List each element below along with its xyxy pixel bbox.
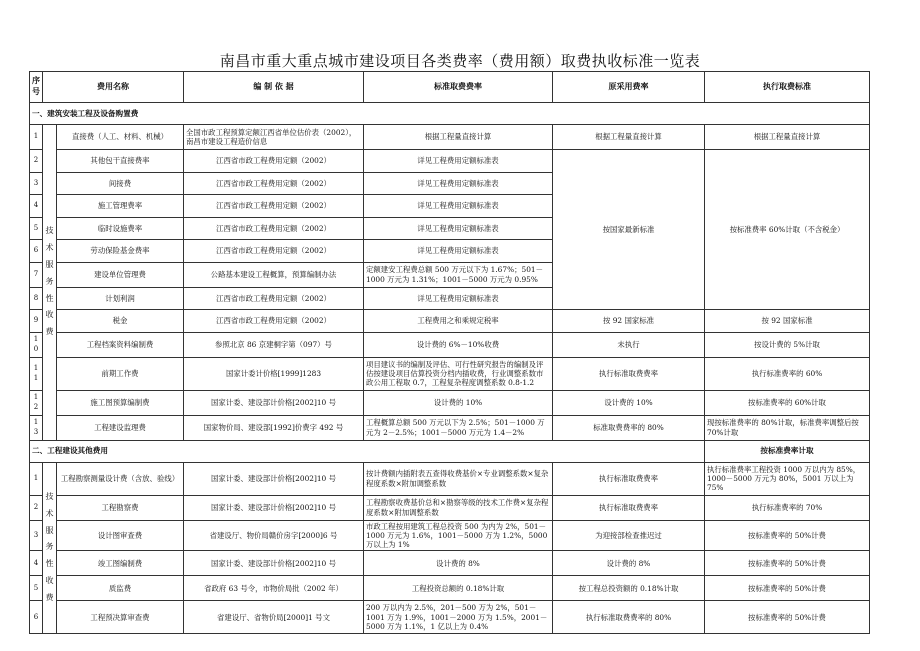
row-basis: 参照北京 86 京建桐字第（097）号 <box>184 332 364 357</box>
row-name: 施工管理费率 <box>57 195 184 218</box>
row-name: 间接费 <box>57 172 184 195</box>
row-executed: 按标准费率的 50%计费 <box>705 576 870 601</box>
row-seq: 4 <box>30 551 43 576</box>
row-executed: 按设计费的 5%计取 <box>705 332 870 357</box>
row-basis: 国家计委、建设部计价格[2002]10 号 <box>184 551 364 576</box>
row-original: 设计费的 8% <box>553 551 705 576</box>
row-original: 按 92 国家标准 <box>553 310 705 333</box>
row-original: 设计费的 10% <box>553 390 705 415</box>
row-executed: 根据工程量直接计算 <box>705 125 870 150</box>
row-original: 标准取费费率的 80% <box>553 415 705 440</box>
row-standard: 详见工程费用定额标准表 <box>364 240 553 263</box>
row-standard: 详见工程费用定额标准表 <box>364 287 553 310</box>
table-row <box>30 601 870 634</box>
row-standard: 定额建安工程费总额 500 万元以下为 1.67%；501－1000 万元为 1.31%；1001－5000 万元为 0.95% <box>364 262 553 287</box>
row-executed: 按标准费率的 50%计费 <box>705 601 870 634</box>
row-name: 工程预决算审查费 <box>57 601 184 634</box>
row-seq: 3 <box>30 520 43 551</box>
row-seq: 13 <box>30 415 43 440</box>
row-executed: 执行标准费率工程投资 1000 万以内为 85%，1000－5000 万元为 80%，5001 万以上为 75% <box>705 462 870 495</box>
row-basis: 公路基本建设工程概算，预算编制办法 <box>184 262 364 287</box>
row-basis: 省政府 63 号令，市物价局批（2002 年） <box>184 576 364 601</box>
header-name: 费用名称 <box>43 72 184 103</box>
row-original: 执行标准取费费率 <box>553 495 705 520</box>
table-row <box>30 310 870 333</box>
row-original: 执行标准取费费率的 80% <box>553 601 705 634</box>
row-basis: 江西省市政工程费用定额（2002） <box>184 287 364 310</box>
row-standard: 详见工程费用定额标准表 <box>364 172 553 195</box>
header-original: 原采用费率 <box>553 72 705 103</box>
table-row <box>30 495 870 520</box>
row-seq: 1 <box>30 462 43 495</box>
row-seq: 2 <box>30 495 43 520</box>
table-row <box>30 332 870 357</box>
row-standard: 详见工程费用定额标准表 <box>364 195 553 218</box>
row-basis: 省建设厅、物价局赣价房字[2000]6 号 <box>184 520 364 551</box>
row-basis: 国家计委、建设部计价格[2002]10 号 <box>184 462 364 495</box>
row-seq: 12 <box>30 390 43 415</box>
header-basis: 编 制 依 据 <box>184 72 364 103</box>
row-standard: 工程勘察收费基价总和×勘察等级的技术工作费×复杂程度系数×附加调整系数 <box>364 495 553 520</box>
row-executed: 按标准费率的 60%计取 <box>705 390 870 415</box>
row-name: 税金 <box>57 310 184 333</box>
row-basis: 国家计委计价格[1999]1283 <box>184 357 364 390</box>
header-seq: 序号 <box>30 72 43 103</box>
row-seq: 7 <box>30 262 43 287</box>
row-basis: 江西省市政工程费用定额（2002） <box>184 150 364 173</box>
row-name: 直接费（人工、材料、机械） <box>57 125 184 150</box>
row-basis: 国家计委、建设部计价格[2002]10 号 <box>184 390 364 415</box>
row-seq: 8 <box>30 287 43 310</box>
row-name: 工程勘察测量设计费（含放、验线） <box>57 462 184 495</box>
row-name: 计划利润 <box>57 287 184 310</box>
row-seq: 5 <box>30 217 43 240</box>
row-seq: 10 <box>30 332 43 357</box>
table-header-row <box>30 72 870 103</box>
row-standard: 设计费的 10% <box>364 390 553 415</box>
row-original: 执行标准取费费率 <box>553 462 705 495</box>
row-seq: 6 <box>30 240 43 263</box>
row-standard: 按计费额内插附表五查得收费基价×专业调整系数×复杂程度系数×附加调整系数 <box>364 462 553 495</box>
table-row <box>30 357 870 390</box>
row-standard: 市政工程按用建筑工程总投资 500 为内为 2%，501－1000 万元为 1.6%，1001－5000 万为 1.2%，5000 万以上为 1% <box>364 520 553 551</box>
row-original: 执行标准取费费率 <box>553 357 705 390</box>
row-basis: 国家计委、建设部计价格[2002]10 号 <box>184 495 364 520</box>
fee-table <box>29 71 870 634</box>
merged-executed: 按标准费率 60%计取（不含税金） <box>705 150 870 310</box>
section-row <box>30 440 870 462</box>
row-executed: 按标准费率的 50%计费 <box>705 520 870 551</box>
page-title: 南昌市重大重点城市建设项目各类费率（费用额）取费执收标准一览表 <box>219 52 701 70</box>
section-row <box>30 103 870 125</box>
row-standard: 工程概算总额 500 万元以下为 2.5%；501－1000 万元为 2－2.5%；1001－5000 万元为 1.4－2% <box>364 415 553 440</box>
row-name: 质监费 <box>57 576 184 601</box>
row-executed: 按标准费率的 50%计费 <box>705 551 870 576</box>
row-seq: 11 <box>30 357 43 390</box>
row-name: 建设单位管理费 <box>57 262 184 287</box>
row-standard: 根据工程量直接计算 <box>364 125 553 150</box>
row-seq: 3 <box>30 172 43 195</box>
row-seq: 9 <box>30 310 43 333</box>
section-title: 一、建筑安装工程及设备购置费 <box>30 103 870 125</box>
row-standard: 详见工程费用定额标准表 <box>364 217 553 240</box>
row-executed: 按 92 国家标准 <box>705 310 870 333</box>
row-name: 临时设施费率 <box>57 217 184 240</box>
row-name: 其他包干直接费率 <box>57 150 184 173</box>
row-basis: 全国市政工程预算定额江西省单位估价表（2002），南昌市建设工程造价信息 <box>184 125 364 150</box>
row-standard: 设计费的 8% <box>364 551 553 576</box>
table-row <box>30 150 870 173</box>
table-row <box>30 125 870 150</box>
row-name: 工程档案资料编制费 <box>57 332 184 357</box>
section-exec-header: 按标准费率计取 <box>705 440 870 462</box>
table-row <box>30 576 870 601</box>
table-row <box>30 415 870 440</box>
row-basis: 江西省市政工程费用定额（2002） <box>184 240 364 263</box>
row-basis: 江西省市政工程费用定额（2002） <box>184 310 364 333</box>
row-name: 工程建设监理费 <box>57 415 184 440</box>
row-name: 竣工图编制费 <box>57 551 184 576</box>
row-seq: 6 <box>30 601 43 634</box>
header-standard: 标准取费费率 <box>364 72 553 103</box>
row-standard: 工程费用之和乘规定税率 <box>364 310 553 333</box>
row-standard: 详见工程费用定额标准表 <box>364 150 553 173</box>
group-label: 技 术 服 务 性 收 费 <box>43 125 57 441</box>
row-basis: 江西省市政工程费用定额（2002） <box>184 195 364 218</box>
table-row <box>30 390 870 415</box>
row-basis: 江西省市政工程费用定额（2002） <box>184 172 364 195</box>
row-standard: 设计费的 6%－10%收费 <box>364 332 553 357</box>
row-standard: 200 万以内为 2.5%，201－500 万为 2%，501－1001 万为 1.9%，1001－2000 万为 1.5%，2001－5000 万为 1.1%，1 亿以上为 0.4% <box>364 601 553 634</box>
row-name: 施工图预算编制费 <box>57 390 184 415</box>
row-seq: 4 <box>30 195 43 218</box>
row-seq: 5 <box>30 576 43 601</box>
row-standard: 工程投资总额的 0.18%计取 <box>364 576 553 601</box>
row-executed: 执行标准费率的 60% <box>705 357 870 390</box>
table-row <box>30 462 870 495</box>
header-executed: 执行取费标准 <box>705 72 870 103</box>
row-name: 设计图审查费 <box>57 520 184 551</box>
row-name: 工程勘察费 <box>57 495 184 520</box>
row-basis: 国家物价局、建设部[1992]价费字 492 号 <box>184 415 364 440</box>
row-standard: 项目建议书的编制及评估、可行性研究报告的编制及评估按建设项目估算投资分档内插收费，行业调整系数市政公用工程取 0.7，工程复杂程度调整系数 0.8-1.2 <box>364 357 553 390</box>
row-original: 未执行 <box>553 332 705 357</box>
row-executed: 现按标准费率的 80%计取，标准费率调整后按 70%计取 <box>705 415 870 440</box>
group-label: 技 术 服 务 性 收 费 <box>43 462 57 634</box>
row-basis: 江西省市政工程费用定额（2002） <box>184 217 364 240</box>
section-title: 二、工程建设其他费用 <box>30 440 705 462</box>
row-name: 劳动保险基金费率 <box>57 240 184 263</box>
merged-original: 按国家最新标准 <box>553 150 705 310</box>
table-row <box>30 551 870 576</box>
row-seq: 1 <box>30 125 43 150</box>
row-executed: 执行标准费率的 70% <box>705 495 870 520</box>
row-basis: 省建设厅、省物价局[2000]1 号文 <box>184 601 364 634</box>
row-name: 前期工作费 <box>57 357 184 390</box>
row-original: 为迎接部检查推迟过 <box>553 520 705 551</box>
table-row <box>30 520 870 551</box>
row-original: 根据工程量直接计算 <box>553 125 705 150</box>
row-seq: 2 <box>30 150 43 173</box>
row-original: 按工程总投资额的 0.18%计取 <box>553 576 705 601</box>
